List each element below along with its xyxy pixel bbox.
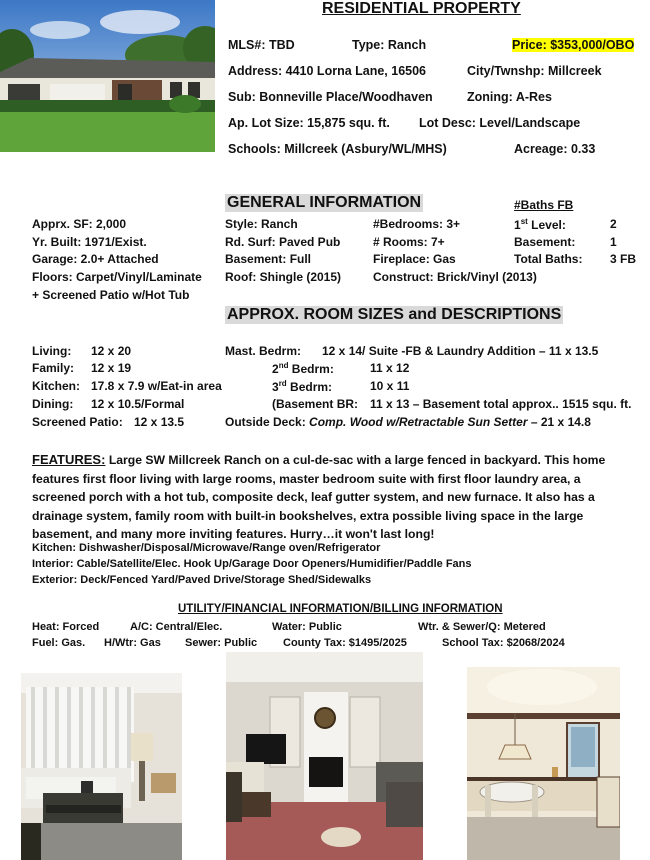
- road-surface: Rd. Surf: Paved Pub: [225, 235, 341, 249]
- zoning: Zoning: A-Res: [467, 90, 552, 104]
- first-level-label: 1st Level:: [514, 217, 566, 232]
- master-bedroom-label: Mast. Bedrm:: [225, 344, 302, 358]
- county-tax: County Tax: $1495/2025: [283, 637, 407, 649]
- basement-baths: 1: [610, 235, 617, 249]
- basement-bedroom-size: 11 x 13 – Basement total approx.. 1515 squ. ft.: [370, 397, 632, 411]
- approx-sf: Apprx. SF: 2,000: [32, 217, 127, 231]
- kitchen-label: Kitchen:: [32, 379, 80, 393]
- water-sewer: Wtr. & Sewer/Q: Metered: [418, 621, 546, 633]
- sewer: Sewer: Public: [185, 637, 258, 649]
- kitchen-features: Kitchen: Dishwasher/Disposal/Microwave/Range oven/Refrigerator: [32, 542, 381, 554]
- bedroom2-size: 11 x 12: [370, 361, 410, 375]
- construction: Construct: Brick/Vinyl (2013): [373, 270, 537, 284]
- bedroom3-size: 10 x 11: [370, 379, 410, 393]
- patio-size: 12 x 13.5: [134, 415, 185, 429]
- school-tax: School Tax: $2068/2024: [442, 637, 565, 649]
- roof: Roof: Shingle (2015): [225, 270, 342, 284]
- family-room-photo: [226, 652, 423, 860]
- utility-heading: UTILITY/FINANCIAL INFORMATION/BILLING INFORMATION: [178, 603, 503, 615]
- house-exterior-photo: [0, 0, 215, 152]
- schools: Schools: Millcreek (Asbury/WL/MHS): [228, 142, 447, 156]
- water: Water: Public: [272, 621, 342, 633]
- kitchen-size: 17.8 x 7.9 w/Eat-in area: [91, 379, 222, 393]
- fireplace: Fireplace: Gas: [373, 252, 456, 266]
- floors: Floors: Carpet/Vinyl/Laminate: [32, 270, 202, 284]
- features-label: FEATURES:: [32, 452, 106, 467]
- garage: Garage: 2.0+ Attached: [32, 252, 159, 266]
- patio-label: Screened Patio:: [32, 415, 123, 429]
- family-label: Family:: [32, 361, 75, 375]
- basement-bedroom-label: (Basement BR:: [272, 397, 359, 411]
- general-info-heading: GENERAL INFORMATION: [227, 194, 422, 211]
- first-level-baths: 2: [610, 217, 617, 231]
- total-baths: 3 FB: [610, 252, 637, 266]
- basement-baths-label: Basement:: [514, 235, 576, 249]
- living-size: 12 x 20: [91, 344, 132, 358]
- fuel: Fuel: Gas.: [32, 637, 86, 649]
- bedroom2-label: 2nd Bedrm:: [272, 361, 334, 376]
- subdivision: Sub: Bonneville Place/Woodhaven: [228, 90, 433, 104]
- master-bedroom-size: 12 x 14/ Suite -FB & Laundry Addition – 11 x 13.5: [322, 344, 599, 358]
- acreage: Acreage: 0.33: [514, 142, 596, 156]
- style: Style: Ranch: [225, 217, 298, 231]
- year-built: Yr. Built: 1971/Exist.: [32, 235, 147, 249]
- floors-extra: + Screened Patio w/Hot Tub: [32, 288, 190, 302]
- living-label: Living:: [32, 344, 72, 358]
- total-baths-label: Total Baths:: [514, 252, 583, 266]
- property-type: Type: Ranch: [352, 38, 427, 52]
- interior-features: Interior: Cable/Satellite/Elec. Hook Up/Garage Door Openers/Humidifier/Paddle Fans: [32, 558, 472, 570]
- outside-deck: Outside Deck: Comp. Wood w/Retractable Sun Setter – 21 x 14.8: [225, 415, 591, 429]
- mls-number: MLS#: TBD: [228, 38, 295, 52]
- baths-header: #Baths FB: [514, 198, 574, 212]
- bedroom3-label: 3rd Bedrm:: [272, 379, 333, 394]
- living-room-photo: [21, 673, 182, 860]
- price: Price: $353,000/OBO: [512, 38, 635, 52]
- rooms-count: # Rooms: 7+: [373, 235, 445, 249]
- lot-description: Lot Desc: Level/Landscape: [419, 116, 581, 130]
- dining-room-photo: [467, 667, 620, 860]
- room-sizes-heading: APPROX. ROOM SIZES and DESCRIPTIONS: [227, 306, 562, 323]
- heat: Heat: Forced: [32, 621, 100, 633]
- dining-size: 12 x 10.5/Formal: [91, 397, 185, 411]
- exterior-features: Exterior: Deck/Fenced Yard/Paved Drive/Storage Shed/Sidewalks: [32, 574, 372, 586]
- family-size: 12 x 19: [91, 361, 132, 375]
- hot-water: H/Wtr: Gas: [104, 637, 161, 649]
- city-township: City/Twnshp: Millcreek: [467, 64, 602, 78]
- lot-size: Ap. Lot Size: 15,875 squ. ft.: [228, 116, 390, 130]
- address: Address: 4410 Lorna Lane, 16506: [228, 64, 427, 78]
- basement-type: Basement: Full: [225, 252, 312, 266]
- dining-label: Dining:: [32, 397, 74, 411]
- air-conditioning: A/C: Central/Elec.: [130, 621, 223, 633]
- features-block: [32, 451, 632, 544]
- features-text: Large SW Millcreek Ranch on a cul-de-sac with a large fenced in backyard. This home features first floor living with large rooms, master bedroom suite with first floor laundry area, a screened porch with a hot tub, composite deck, leaf gutter system, and new furnace. It also has a drainage system, family room with built-in bookshelves, extra possible living space in the large basement, and many more inviting features. Hurry…it won't last long!: [32, 453, 606, 541]
- bedrooms: #Bedrooms: 3+: [373, 217, 461, 231]
- page-title: RESIDENTIAL PROPERTY: [322, 0, 521, 17]
